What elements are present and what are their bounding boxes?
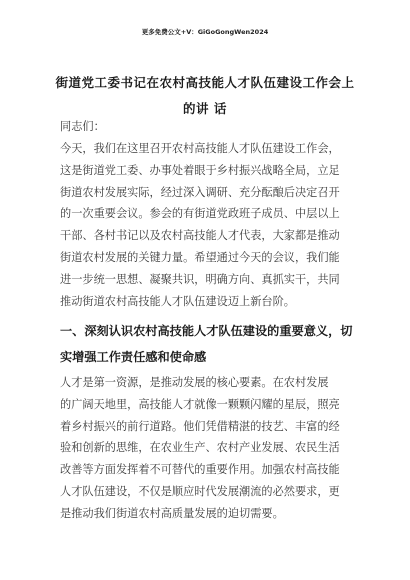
paragraph-section-one — [60, 372, 358, 525]
title-line: 话 — [213, 101, 227, 116]
text-line: 这是街道党工委、办事处着眼于乡村振兴战略全局，立足 — [60, 163, 340, 177]
heading-line: 一、深刻认识农村高技能人才队伍建设的重要意义，切 — [60, 324, 353, 338]
text-line: 改善等方面发挥着不可替代的重要作用。加强农村高技能 — [60, 463, 340, 477]
paragraph-opening — [60, 138, 358, 312]
heading-line: 实增强工作责任感和使命感 — [60, 350, 207, 364]
document-title — [55, 70, 355, 122]
text-line: 的一次重要会议。参会的有街道党政班子成员、中层以上 — [60, 207, 340, 221]
title-line: 街道党工委书记在农村高技能人才队伍建设工作会上的讲 — [55, 75, 355, 116]
text-line: 人才是第一资源，是推动发展的核心要素。在农村发展 — [60, 376, 329, 389]
text-line: 人才队伍建设，不仅是顺应时代发展潮流的必然要求，更 — [60, 484, 340, 498]
text-line: 着乡村振兴的前行道路。他们凭借精湛的技艺、丰富的经 — [60, 419, 340, 433]
section-heading — [60, 318, 360, 370]
text-line: 街道农村发展实际，经过深入调研、充分酝酿后决定召开 — [60, 185, 340, 199]
text-line: 今天，我们在这里召开农村高技能人才队伍建设工作会， — [60, 142, 340, 155]
text-line: 进一步统一思想、凝聚共识，明确方向、真抓实干，共同 — [60, 272, 340, 286]
text-line: 干部、各村书记以及农村高技能人才代表，大家都是推动 — [60, 229, 340, 243]
watermark-note: 更多免费公文+V：GiGoGongWen2024 — [141, 28, 269, 36]
text-line: 是推动我们街道农村高质量发展的迫切需要。 — [60, 506, 284, 520]
text-line: 的广阔天地里，高技能人才就像一颗颗闪耀的星辰，照亮 — [60, 397, 340, 411]
text-line: 验和创新的思维，在农业生产、农村产业发展、农民生活 — [60, 441, 340, 455]
salutation: 同志们： — [60, 120, 105, 133]
text-line: 推动街道农村高技能人才队伍建设迈上新台阶。 — [60, 294, 295, 308]
text-line: 街道农村发展的关键力量。希望通过今天的会议，我们能 — [60, 250, 340, 264]
